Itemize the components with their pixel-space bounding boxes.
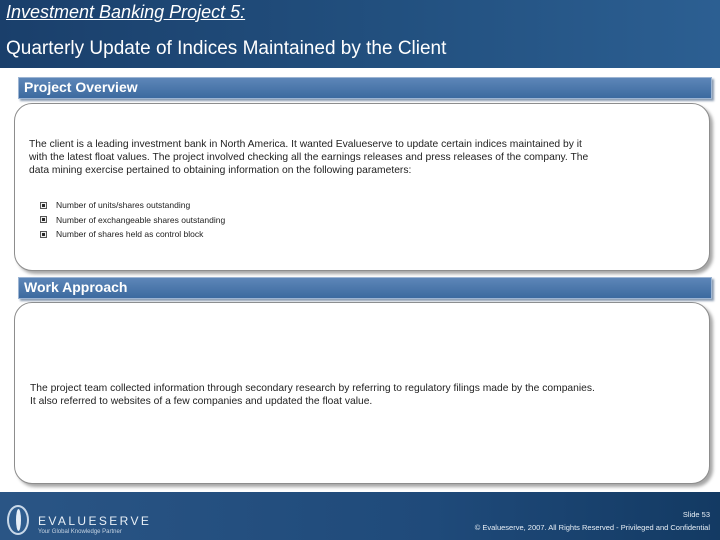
- work-approach-line: The project team collected information through secondary research by referring to regulatory filings made by the companies.: [30, 383, 595, 394]
- list-item-text: Number of units/shares outstanding: [56, 200, 191, 211]
- square-bullet-icon: [40, 216, 47, 223]
- project-overview-header: [18, 77, 712, 99]
- list-item: [40, 213, 640, 228]
- work-approach-line: It also referred to websites of a few companies and updated the float value.: [30, 396, 373, 407]
- list-item-text: Number of shares held as control block: [56, 229, 204, 240]
- project-overview-panel: [14, 103, 710, 271]
- title-bar: [0, 0, 720, 68]
- square-bullet-icon: [40, 231, 47, 238]
- slide-title: Investment Banking Project 5:: [6, 2, 246, 22]
- project-overview-text: [29, 138, 699, 177]
- project-overview-line: with the latest float values. The project involved checking all the earnings releases and press releases of the company. The: [29, 152, 589, 163]
- work-approach-header: [18, 277, 712, 299]
- square-bullet-icon: [40, 202, 47, 209]
- copyright-notice: © Evalueserve, 2007. All Rights Reserved - Privileged and Confidential: [474, 523, 710, 532]
- logo-tagline: Your Global Knowledge Partner: [38, 529, 122, 535]
- evalueserve-logo-icon: [7, 505, 29, 535]
- list-item: [40, 227, 640, 242]
- work-approach-heading: Work Approach: [24, 279, 128, 295]
- project-overview-line: data mining exercise pertained to obtaining information on the following parameters:: [29, 165, 412, 176]
- work-approach-text: [30, 382, 700, 408]
- list-item-text: Number of exchangeable shares outstanding: [56, 214, 226, 225]
- slide-number: Slide 53: [682, 510, 710, 519]
- slide-subtitle: Quarterly Update of Indices Maintained by the Client: [6, 38, 447, 59]
- project-overview-heading: Project Overview: [24, 79, 138, 95]
- logo-name: EVALUESERVE: [38, 514, 152, 528]
- list-item: [40, 198, 640, 213]
- parameter-list: [40, 198, 640, 242]
- project-overview-line: The client is a leading investment bank in North America. It wanted Evalueserve to update certain indices maintained by it: [29, 139, 582, 150]
